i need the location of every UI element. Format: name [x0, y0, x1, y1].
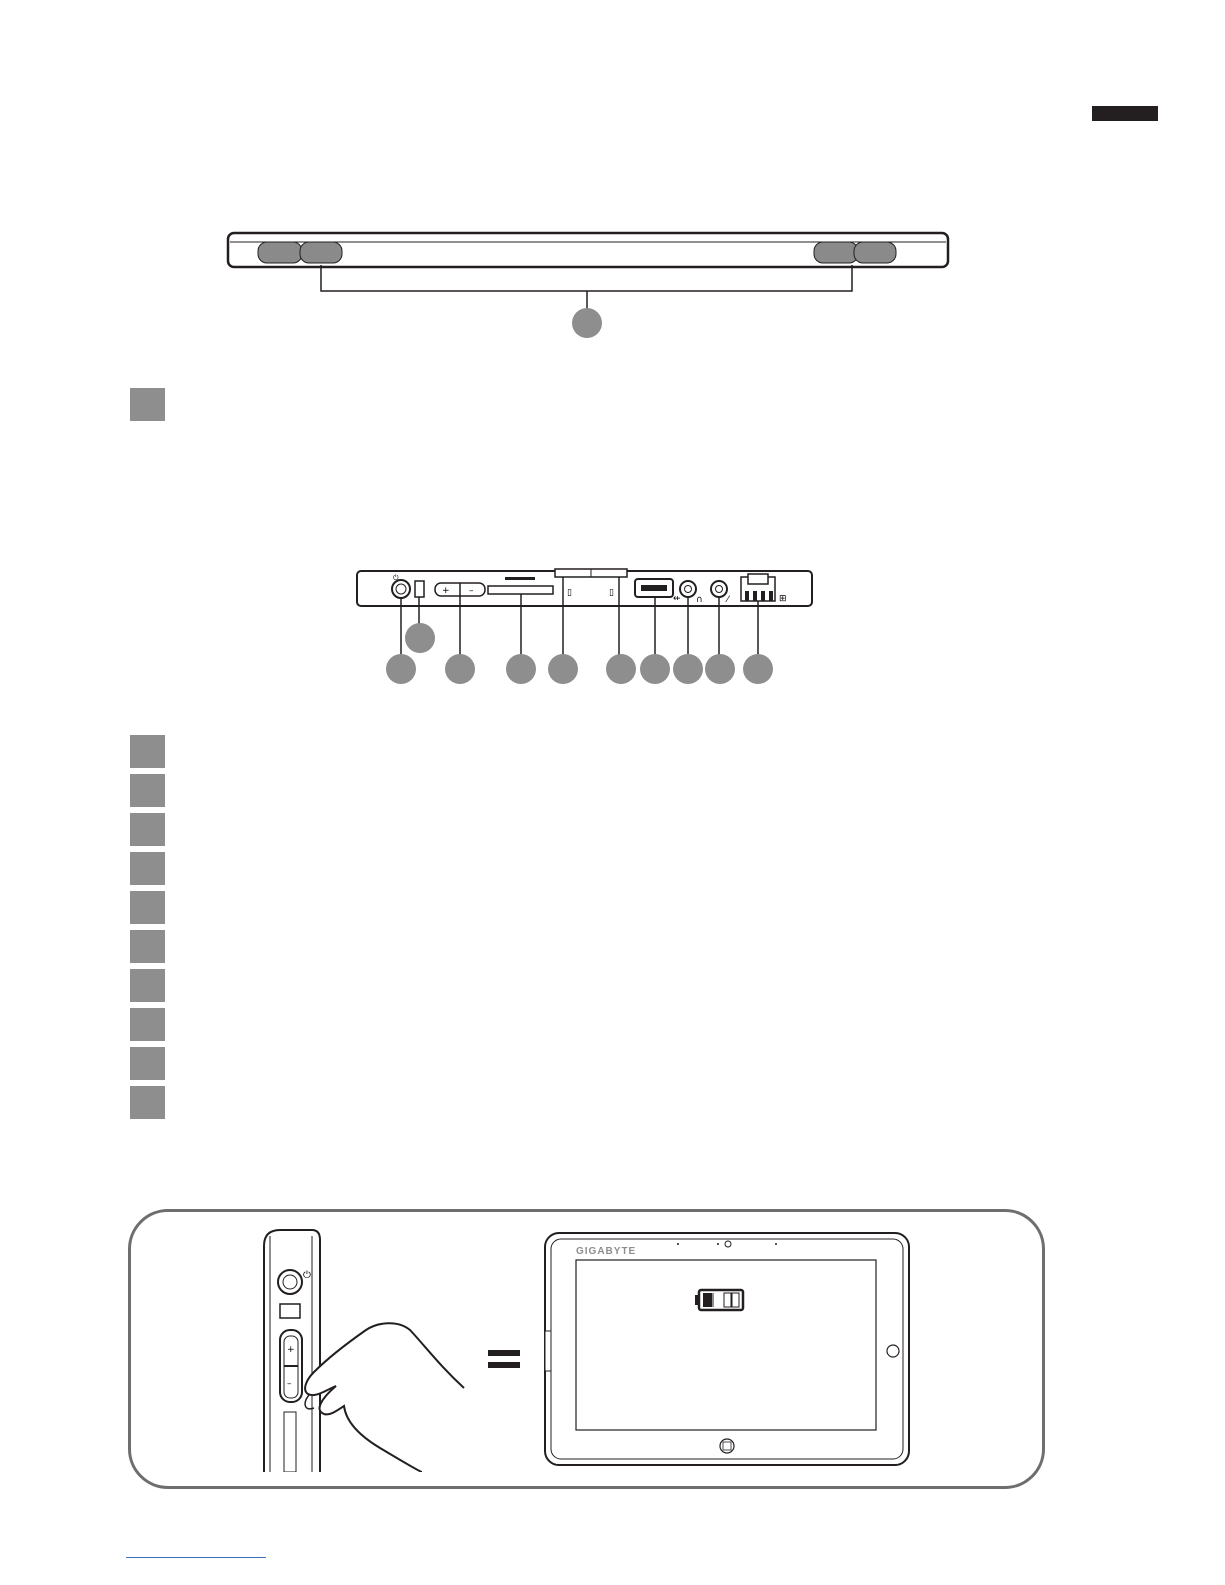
legend-marker-5 — [130, 891, 165, 924]
legend-marker-3 — [130, 813, 165, 846]
callout-marker-port-7 — [640, 654, 670, 684]
callout-marker-port-4 — [506, 654, 536, 684]
section-tab — [1092, 106, 1158, 121]
callout-marker-port-6 — [606, 654, 636, 684]
svg-text:⊞: ⊞ — [779, 594, 787, 604]
legend-marker-10 — [130, 1086, 165, 1119]
legend-marker-speakers — [130, 388, 165, 421]
right-speaker-grille — [814, 242, 896, 263]
legend-marker-4 — [130, 852, 165, 885]
callout-marker-port-2 — [405, 623, 435, 653]
svg-text:▯: ▯ — [609, 588, 614, 598]
callout-marker-speakers — [572, 308, 602, 338]
legend-marker-2 — [130, 774, 165, 807]
svg-text:–: – — [287, 1379, 292, 1389]
callout-marker-port-10 — [743, 654, 773, 684]
hand-drawing — [305, 1323, 464, 1472]
tablet-side-illustration — [250, 1226, 480, 1472]
windows-icon — [720, 1439, 734, 1453]
svg-text:▯: ▯ — [567, 588, 572, 598]
callout-marker-port-3 — [445, 654, 475, 684]
equals-sign — [488, 1350, 520, 1356]
legend-marker-8 — [130, 1008, 165, 1041]
power-icon-small: ⏻ — [303, 1270, 311, 1281]
legend-marker-7 — [130, 969, 165, 1002]
footer-rule — [126, 1557, 266, 1558]
callout-marker-port-1 — [386, 654, 416, 684]
battery-icon — [695, 1290, 743, 1310]
legend-marker-6 — [130, 930, 165, 963]
brand-logo: GIGABYTE — [576, 1246, 637, 1257]
volume-plus-glyph: + — [442, 586, 450, 596]
callout-marker-port-5 — [548, 654, 578, 684]
legend-marker-9 — [130, 1047, 165, 1080]
callout-marker-port-8 — [673, 654, 703, 684]
svg-text:⁄: ⁄ — [727, 595, 729, 605]
callout-marker-port-9 — [705, 654, 735, 684]
svg-text:–: – — [469, 586, 474, 596]
left-speaker-grille — [258, 242, 342, 263]
tablet-front-illustration — [543, 1231, 913, 1469]
svg-text:+: + — [287, 1345, 295, 1355]
equals-sign-lower — [488, 1362, 520, 1368]
svg-text:⇷: ⇷ — [673, 594, 681, 604]
svg-text:⏻: ⏻ — [393, 574, 399, 582]
svg-text:∩: ∩ — [696, 595, 703, 605]
legend-marker-1 — [130, 735, 165, 768]
